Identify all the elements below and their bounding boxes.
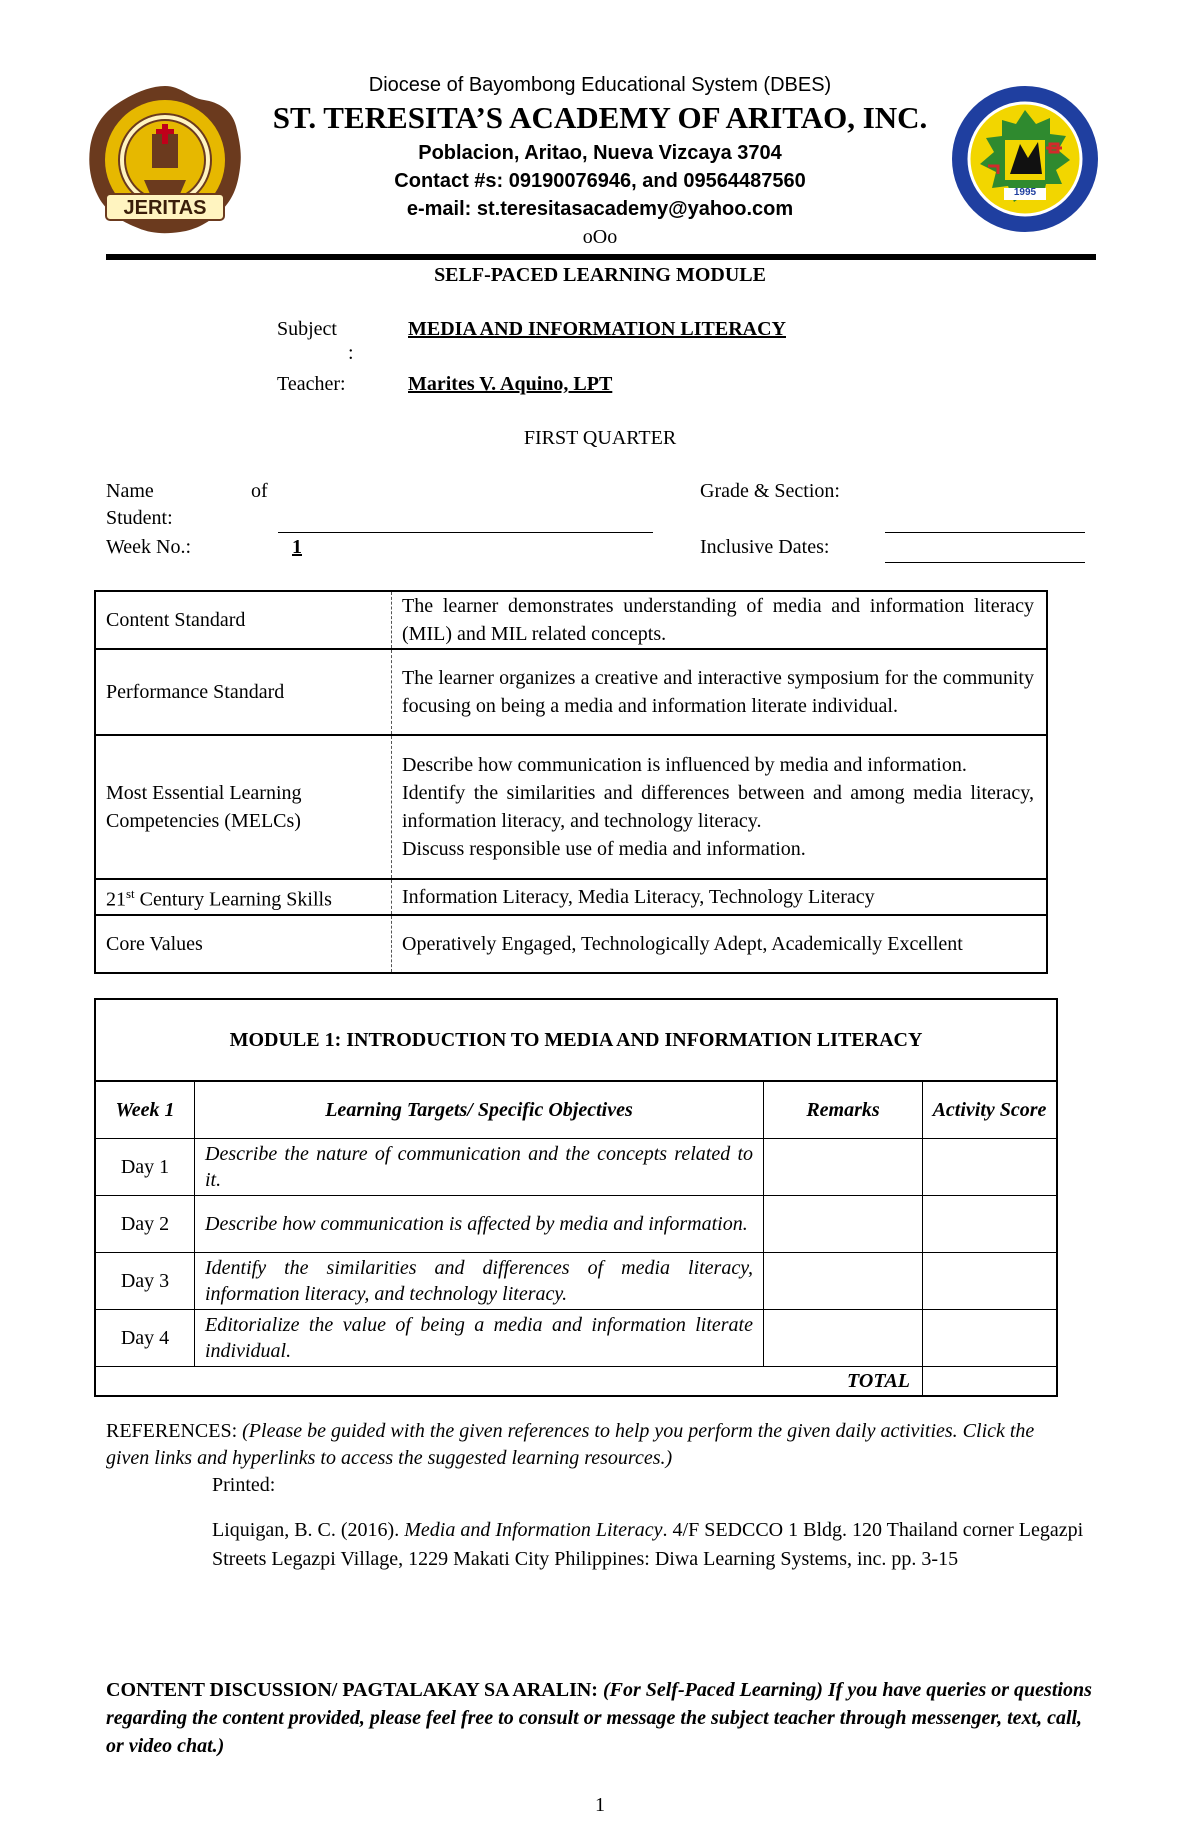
teacher-value: Marites V. Aquino, LPT (408, 373, 613, 395)
objective-text: Identify the similarities and differences of media literacy, information literacy, and technology literacy. (195, 1253, 764, 1310)
diocese-name: Diocese of Bayombong Educational System (DBES) (368, 74, 832, 96)
table-row (95, 1139, 1057, 1196)
seal-banner-text: JERITAS (123, 197, 207, 219)
melc-item: Discuss responsible use of media and information. (402, 838, 806, 860)
references-note: (Please be guided with the given references to help you perform the given daily activities. Click the given links and hyperlinks to access the suggested learning resources.) (106, 1420, 1035, 1469)
melc-item: Describe how communication is influenced by media and information. (402, 754, 967, 776)
student-name-field[interactable] (278, 508, 653, 533)
school-address: Poblacion, Aritao, Nueva Vizcaya 3704 (418, 142, 782, 164)
header-activity-score: Activity Score (923, 1081, 1058, 1139)
inclusive-dates-label: Inclusive Dates: (700, 536, 830, 558)
standard-key (95, 879, 392, 915)
week-label: Week No.: (106, 536, 192, 558)
school-contact: Contact #s: 09190076946, and 09564487560 (394, 170, 806, 192)
remarks-cell[interactable] (764, 1139, 923, 1196)
standard-value: The learner organizes a creative and interactive symposium for the community focusing on being a media and information literate individual. (392, 649, 1048, 735)
day-label: Day 3 (95, 1253, 195, 1310)
day-label: Day 1 (95, 1139, 195, 1196)
discussion-label: CONTENT DISCUSSION/ PAGTALAKAY SA ARALIN: (106, 1679, 598, 1701)
standards-row (95, 879, 1047, 915)
standard-key: Performance Standard (95, 649, 392, 735)
day-label: Day 4 (95, 1310, 195, 1367)
header-ornament: oOo (582, 226, 618, 248)
score-cell[interactable] (923, 1253, 1058, 1310)
score-cell[interactable] (923, 1196, 1058, 1253)
module-type-title: SELF-PACED LEARNING MODULE (434, 264, 766, 286)
header-week: Week 1 (95, 1081, 195, 1139)
school-name: ST. TERESITA’S ACADEMY OF ARITAO, INC. (272, 100, 928, 135)
header-rule (106, 254, 1096, 260)
objective-text: Describe the nature of communication and the concepts related to it. (195, 1139, 764, 1196)
grade-section-label: Grade & Section: (700, 480, 840, 502)
melc-item: Identify the similarities and differences between and among media literacy, information literacy, and technology literacy. (402, 782, 1034, 832)
citation-details: . 4/F SEDCCO 1 Bldg. 120 Thailand corner Legazpi Streets Legazpi Village, 1229 Makati City Philippines: Diwa Learning Systems, inc. pp. 3-15 (212, 1519, 1084, 1570)
week-value: 1 (292, 536, 302, 558)
century-number: 21 (106, 888, 126, 911)
printed-label: Printed: (212, 1474, 276, 1496)
discussion-note: (For Self-Paced Learning) If you have queries or questions regarding the content provided, please feel free to consult or message the subject teacher through messenger, text, call, or video chat.) (106, 1679, 1092, 1757)
name-label-of: of (251, 480, 268, 502)
total-row (95, 1367, 1057, 1397)
standard-value: The learner demonstrates understanding of media and information literacy (MIL) and MIL related concepts. (392, 591, 1048, 649)
standard-key: Content Standard (95, 591, 392, 649)
citation-title: Media and Information Literacy (404, 1519, 663, 1541)
standards-row (95, 735, 1047, 879)
standards-table (94, 590, 1048, 974)
citation (212, 1516, 1092, 1574)
table-row (95, 1310, 1057, 1367)
subject-label: Subject (277, 318, 337, 340)
references-label: REFERENCES: (106, 1420, 238, 1442)
content-discussion (106, 1676, 1096, 1760)
standards-row (95, 591, 1047, 649)
standard-key: Core Values (95, 915, 392, 973)
table-row (95, 1196, 1057, 1253)
standards-row (95, 649, 1047, 735)
subject-value: MEDIA AND INFORMATION LITERACY (408, 318, 786, 340)
header-remarks: Remarks (764, 1081, 923, 1139)
day-label: Day 2 (95, 1196, 195, 1253)
module-table (94, 998, 1058, 1397)
standard-value: Operatively Engaged, Technologically Adept, Academically Excellent (402, 933, 963, 955)
subject-colon: : (348, 342, 354, 364)
century-suffix: st (126, 886, 135, 902)
score-cell[interactable] (923, 1139, 1058, 1196)
remarks-cell[interactable] (764, 1310, 923, 1367)
total-label: TOTAL (95, 1367, 923, 1397)
objective-text: Describe how communication is affected by media and information. (195, 1196, 764, 1253)
header-objectives: Learning Targets/ Specific Objectives (195, 1081, 764, 1139)
remarks-cell[interactable] (764, 1196, 923, 1253)
total-score-cell[interactable] (923, 1367, 1058, 1397)
score-cell[interactable] (923, 1310, 1058, 1367)
module-title: MODULE 1: INTRODUCTION TO MEDIA AND INFORMATION LITERACY (95, 999, 1057, 1081)
school-email: e-mail: st.teresitasacademy@yahoo.com (406, 198, 794, 220)
inclusive-dates-field[interactable] (885, 538, 1085, 563)
grade-section-field[interactable] (885, 508, 1085, 533)
standards-row (95, 915, 1047, 973)
module-header-row (95, 1081, 1057, 1139)
teacher-label: Teacher: (277, 373, 346, 395)
century-label: Century Learning Skills (134, 888, 332, 911)
name-label-name: Name (106, 480, 154, 502)
table-row (95, 1253, 1057, 1310)
name-label-student: Student: (106, 507, 173, 529)
page-number: 1 (595, 1794, 605, 1816)
standard-key: Most Essential Learning Competencies (MELCs) (95, 735, 392, 879)
quarter-label: FIRST QUARTER (523, 427, 677, 449)
seal-year: 1995 (1013, 187, 1037, 198)
citation-author: Liquigan, B. C. (2016). (212, 1519, 405, 1541)
standard-value: Information Literacy, Media Literacy, Technology Literacy (392, 879, 1048, 915)
references-block (106, 1418, 1066, 1472)
objective-text: Editorialize the value of being a media and information literate individual. (195, 1310, 764, 1367)
remarks-cell[interactable] (764, 1253, 923, 1310)
